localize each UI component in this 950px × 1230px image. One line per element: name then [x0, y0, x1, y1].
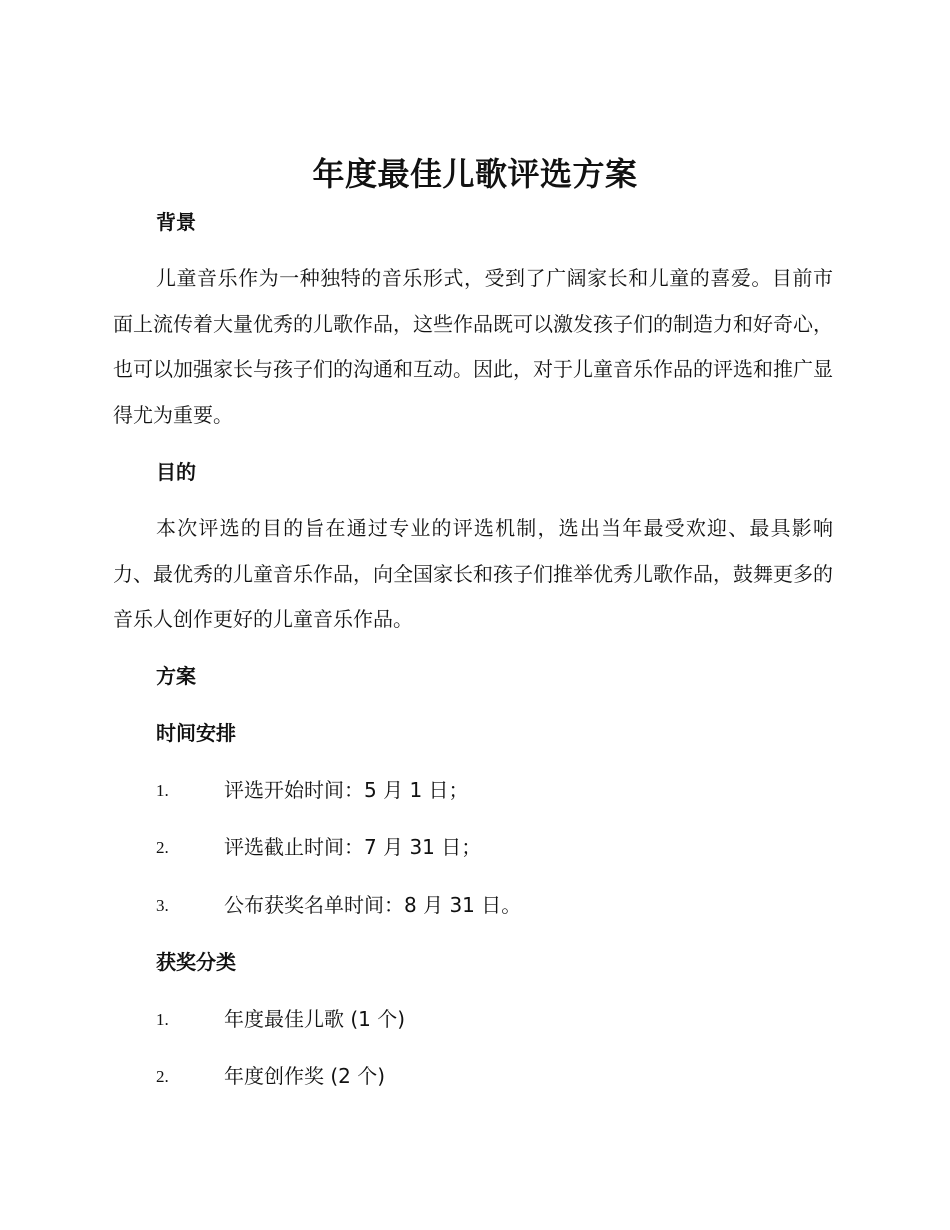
section-heading-purpose: 目的	[156, 460, 196, 484]
list-item-text: 评选开始时间：5 月 1 日；	[224, 778, 469, 802]
section-heading-schedule: 时间安排	[156, 721, 236, 745]
list-number: 1.	[156, 1010, 169, 1029]
document-title: 年度最佳儿歌评选方案	[312, 155, 638, 193]
section-heading-awards: 获奖分类	[156, 950, 236, 974]
list-item-text: 年度创作奖 (2 个)	[224, 1064, 386, 1088]
list-item	[156, 833, 856, 863]
list-item-text: 年度最佳儿歌 (1 个)	[224, 1007, 406, 1031]
list-item-text: 评选截止时间：7 月 31 日；	[224, 835, 482, 859]
list-item	[156, 1062, 856, 1092]
list-number: 1.	[156, 781, 169, 800]
paragraph-background: 儿童音乐作为一种独特的音乐形式，受到了广阔家长和儿童的喜爱。目前市面上流传着大量优秀的儿歌作品，这些作品既可以激发孩子们的制造力和好奇心，也可以加强家长与孩子们的沟通和互动。因此，对于儿童音乐作品的评选和推广显得尤为重要。	[113, 266, 833, 427]
list-item-text: 公布获奖名单时间：8 月 31 日。	[224, 893, 522, 917]
section-heading-background: 背景	[156, 210, 196, 234]
section-heading-plan: 方案	[156, 664, 196, 688]
paragraph-purpose: 本次评选的目的旨在通过专业的评选机制，选出当年最受欢迎、最具影响力、最优秀的儿童音乐作品，向全国家长和孩子们推举优秀儿歌作品，鼓舞更多的音乐人创作更好的儿童音乐作品。	[113, 516, 833, 631]
list-number: 3.	[156, 896, 169, 915]
list-number: 2.	[156, 1067, 169, 1086]
list-item	[156, 1005, 856, 1035]
list-number: 2.	[156, 838, 169, 857]
list-item	[156, 891, 856, 921]
list-item	[156, 776, 856, 806]
